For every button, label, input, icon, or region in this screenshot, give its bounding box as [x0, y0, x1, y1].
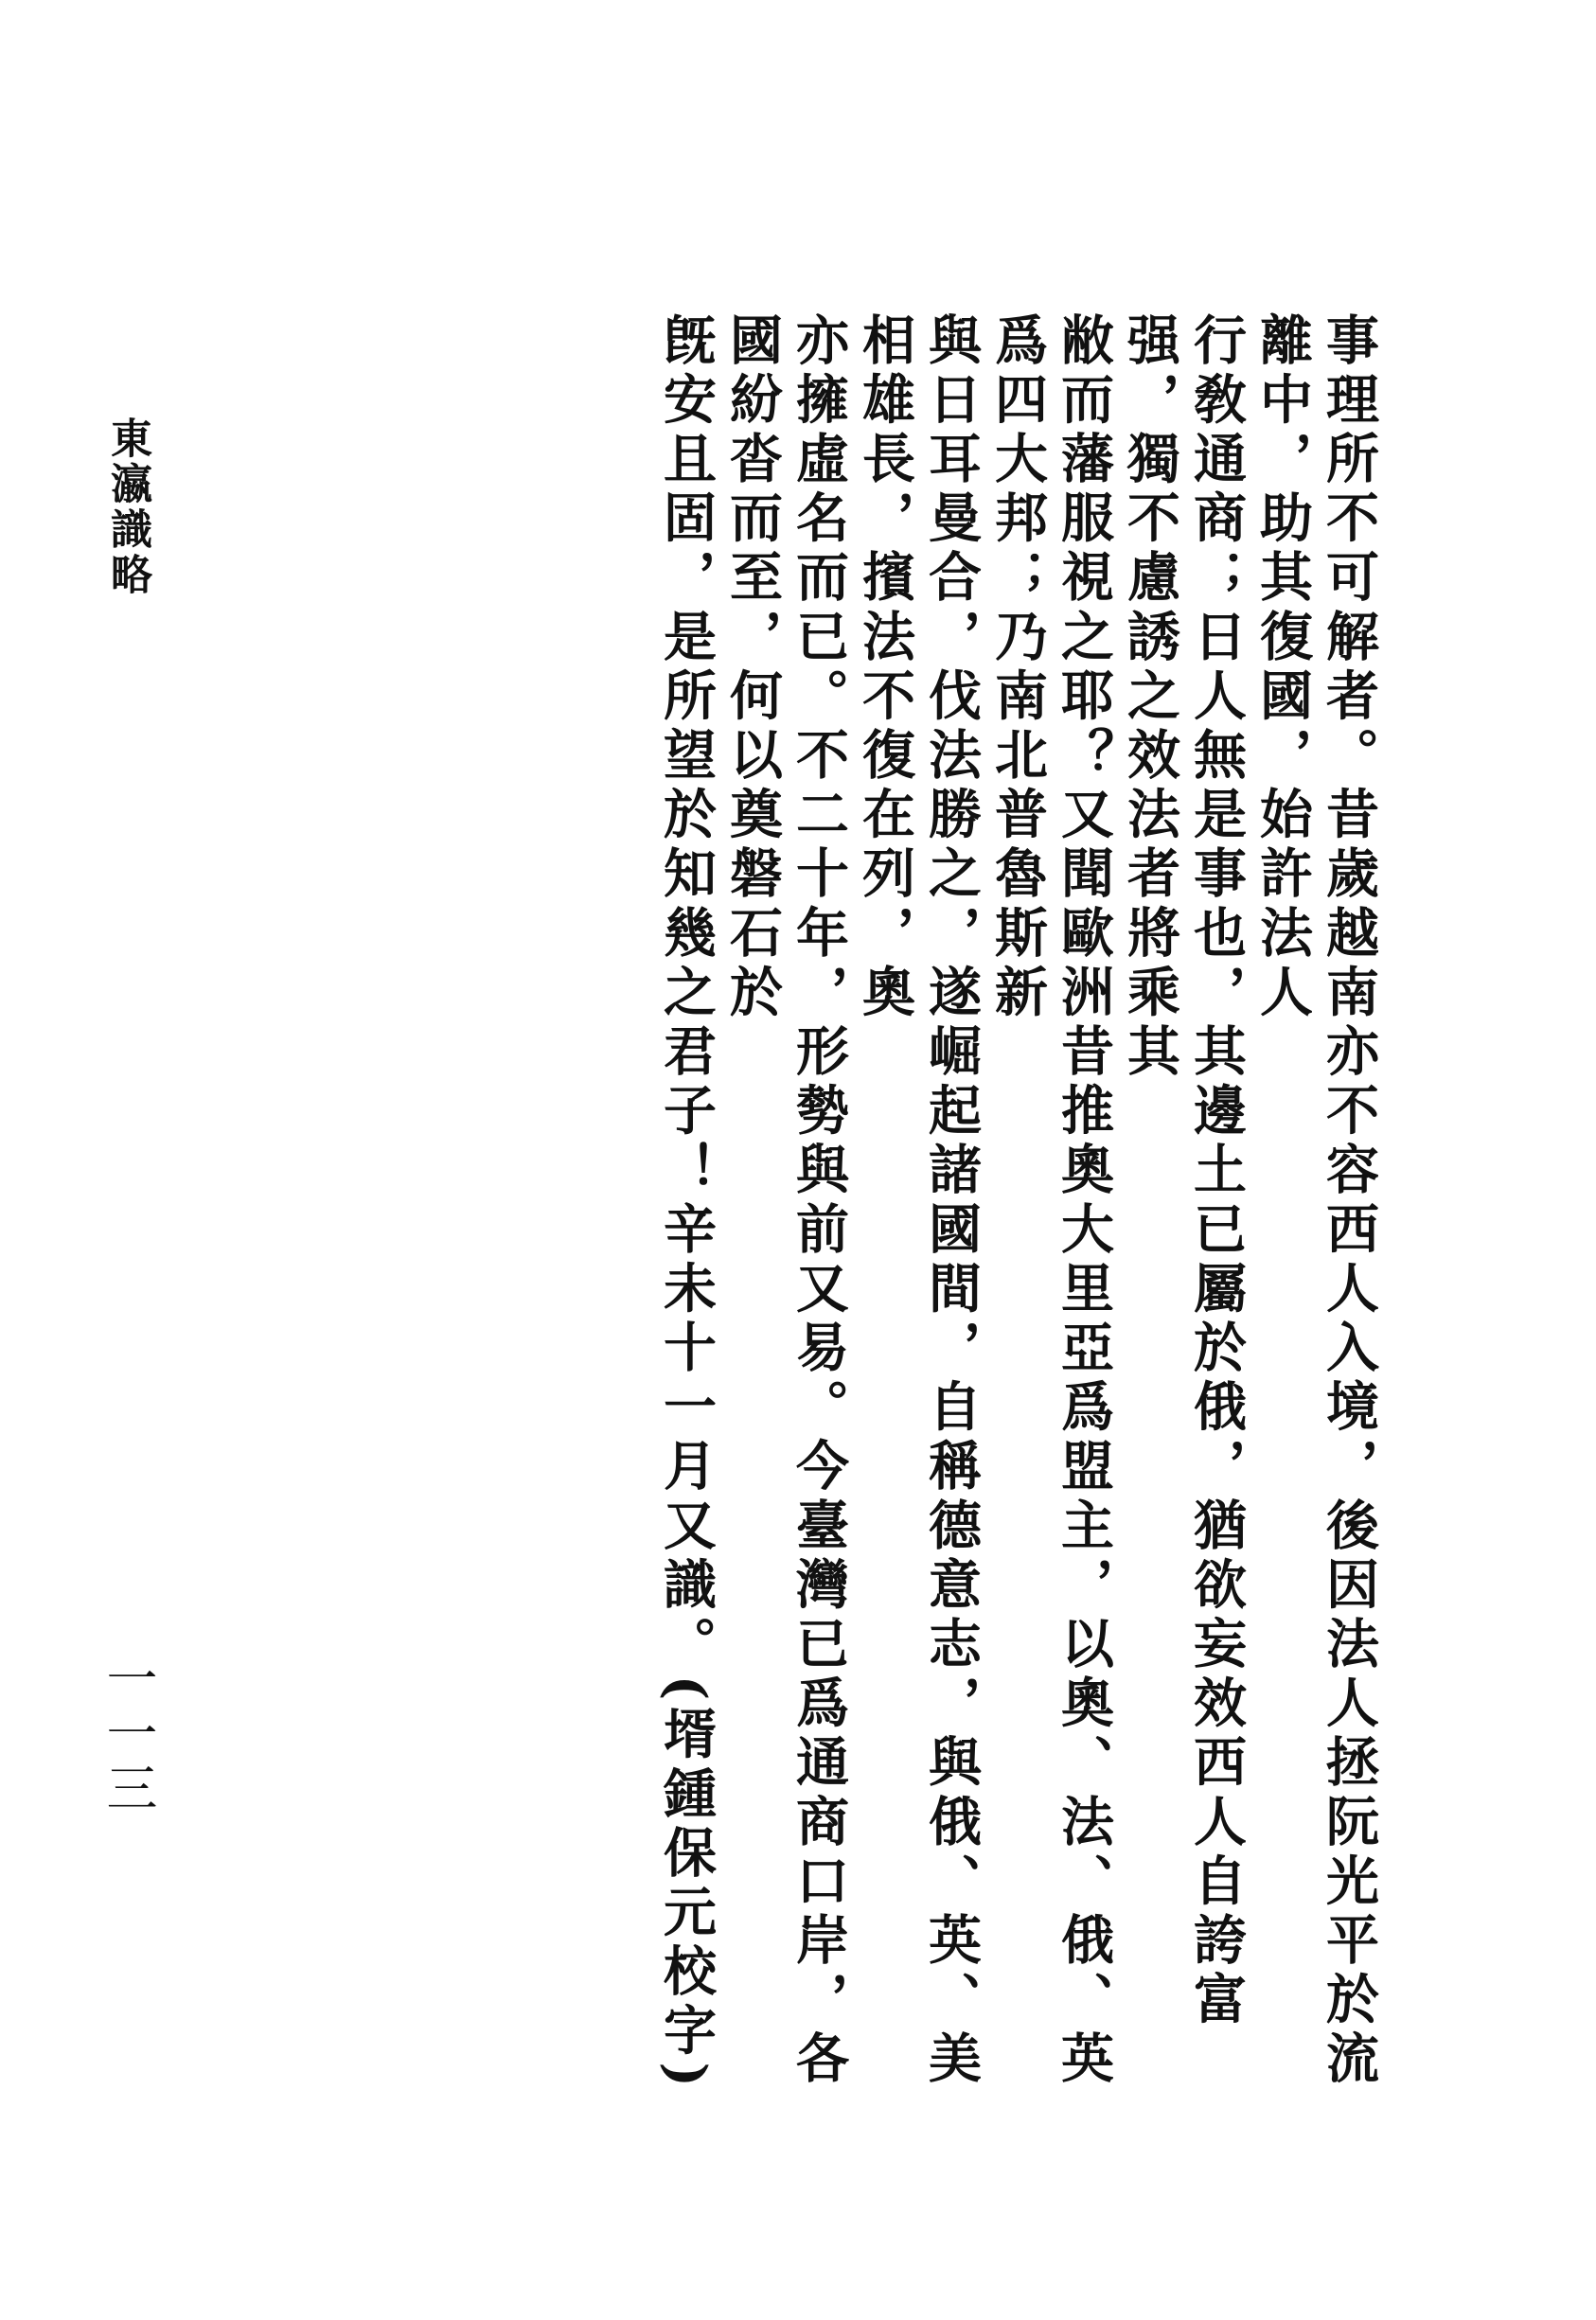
- text-column: 行敎通商；日人無是事也，其邊土已屬於俄，猶欲妄效西人自誇富强，獨不慮誘之效法者將乘其: [1119, 312, 1248, 2031]
- text-column: 與日耳曼合，伐法勝之，遂崛起諸國間，自稱德意志，與俄、英、美相雄長，擯法不復在列，奧: [854, 312, 983, 2090]
- main-text-block: [655, 312, 1382, 2130]
- text-column: 事理所不可解者。昔歲越南亦不容西人入境，後因法人拯阮光平於流離中，助其復國，始許法人: [1251, 312, 1380, 2090]
- page-number: 一一三: [98, 1652, 158, 1816]
- text-column: 亦擁虛名而已。不二十年，形勢與前又易。今臺灣已爲通商口岸，各國紛沓而至，何以奠磐石於: [721, 312, 850, 2090]
- text-column: 旣安且固，是所望於知幾之君子！辛未十一月又識。(壻鍾保元校字): [655, 312, 718, 2094]
- margin-book-title: 東瀛識略: [103, 416, 151, 598]
- text-column: 敝而藩服視之耶？又聞歐洲昔推奧大里亞爲盟主，以奧、法、俄、英爲四大邦；乃南北普魯斯新: [986, 312, 1115, 2090]
